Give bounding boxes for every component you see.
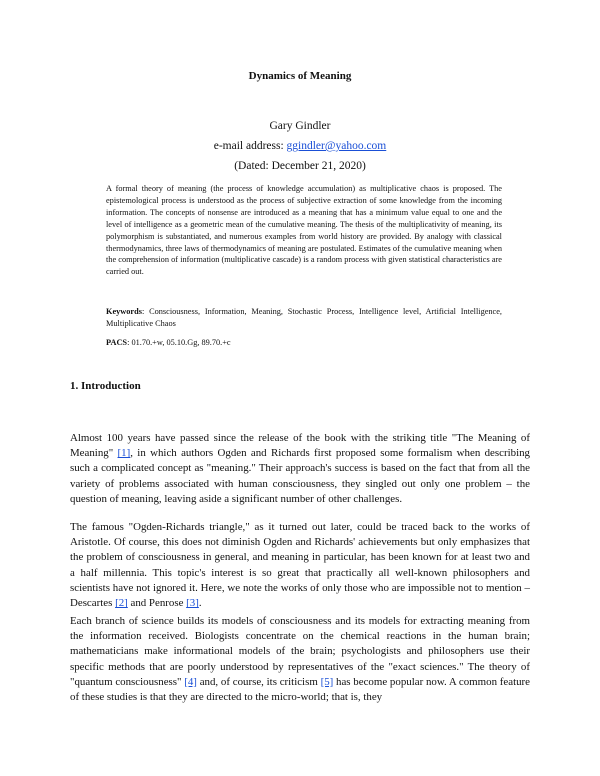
paragraph-1-text-a: Almost 100 years have passed since the release of the book with the striking title "The Meaning of Meaning" [70, 432, 530, 460]
paragraph-2-text-c: . [198, 597, 202, 610]
paragraph-2 [70, 520, 530, 611]
paper-title: Dynamics of Meaning [248, 70, 352, 82]
email-label: e-mail address: [213, 140, 284, 152]
paragraph-3-text-b: and, of course, its criticism [196, 675, 321, 688]
pacs-text: : 01.70.+w, 05.10.Gg, 89.70.+c [127, 338, 231, 347]
keywords-label: Keywords [106, 307, 142, 316]
keywords-text: : Consciousness, Information, Meaning, Stochastic Process, Intelligence level, Artificial Intelligence, Multiplicative Chaos [106, 307, 502, 328]
email-line [0, 140, 600, 152]
paragraph-1-text-b: , in which authors Ogden and Richards first proposed some formalism when describing such a complicated concept as "meaning." Their approach's success is based on the fact that from all the variety of problems associated with human consciousness, they singled out only one problem – the question of meaning, leaving aside a significant number of other challenges. [70, 447, 530, 505]
author-name: Gary Gindler [269, 120, 331, 132]
paragraph-3-text-a: Each branch of science builds its models of consciousness and its models for extracting meaning from the information received. Biologists concentrate on the chemical reactions in the human brain; mathematicians make informational models of the brain; psychologists and philosophers use their specific methods that are poorly understood by representatives of the "exact sciences." The theory of "quantum consciousness" [70, 615, 530, 688]
email-link[interactable]: ggindler@yahoo.com [286, 140, 387, 152]
citation-3-link[interactable]: [3] [186, 597, 199, 610]
section-heading: 1. Introduction [70, 380, 141, 392]
pacs-line [106, 338, 502, 347]
citation-5-link[interactable]: [5] [320, 675, 334, 688]
dated-line: (Dated: December 21, 2020) [234, 160, 366, 172]
paragraph-1 [70, 431, 530, 507]
abstract: A formal theory of meaning (the process of knowledge accumulation) as multiplicative chaos is proposed. The epistemological process is understood as the process of subjective extraction of some knowledge from the incoming information. The concepts of nonsense are introduced as a meaning that has a minimum value equal to one and the level of intelligence as a geometric mean of the cumulative meaning. The thesis of the multiplicativity of meaning, its polymorphism is substantiated, and numerous examples from world history are provided. By analogy with classical thermodynamics, three laws of thermodynamics of meaning are postulated. Estimates of the cumulative meaning when the comprehension of information (multiplicative cascade) is a random process with given statistical characteristics are carried out. [106, 184, 502, 277]
paragraph-2-text-b: and Penrose [127, 597, 187, 610]
citation-2-link[interactable]: [2] [115, 597, 128, 610]
keywords-line [106, 306, 502, 330]
citation-1-link[interactable]: [1] [117, 447, 131, 460]
paragraph-2-text-a: The famous "Ogden-Richards triangle," as it turned out later, could be traced back to the works of Aristotle. Of course, this does not diminish Ogden and Richards' achievements but only emphasizes that the problem of consciousness in general, and meaning in particular, has been known for at least two and a half millennia. This topic's interest is so great that practically all well-known philosophers and scientists have not ignored it. Here, we note the works of only those who are impossible not to mention – Descartes [70, 521, 530, 610]
paragraph-3 [70, 614, 530, 705]
paragraph-3-text-c: has become popular now. A common feature of these studies is that they are directed to the micro-world; that is, they [70, 675, 530, 704]
pacs-label: PACS [106, 338, 128, 347]
citation-4-link[interactable]: [4] [184, 675, 197, 688]
